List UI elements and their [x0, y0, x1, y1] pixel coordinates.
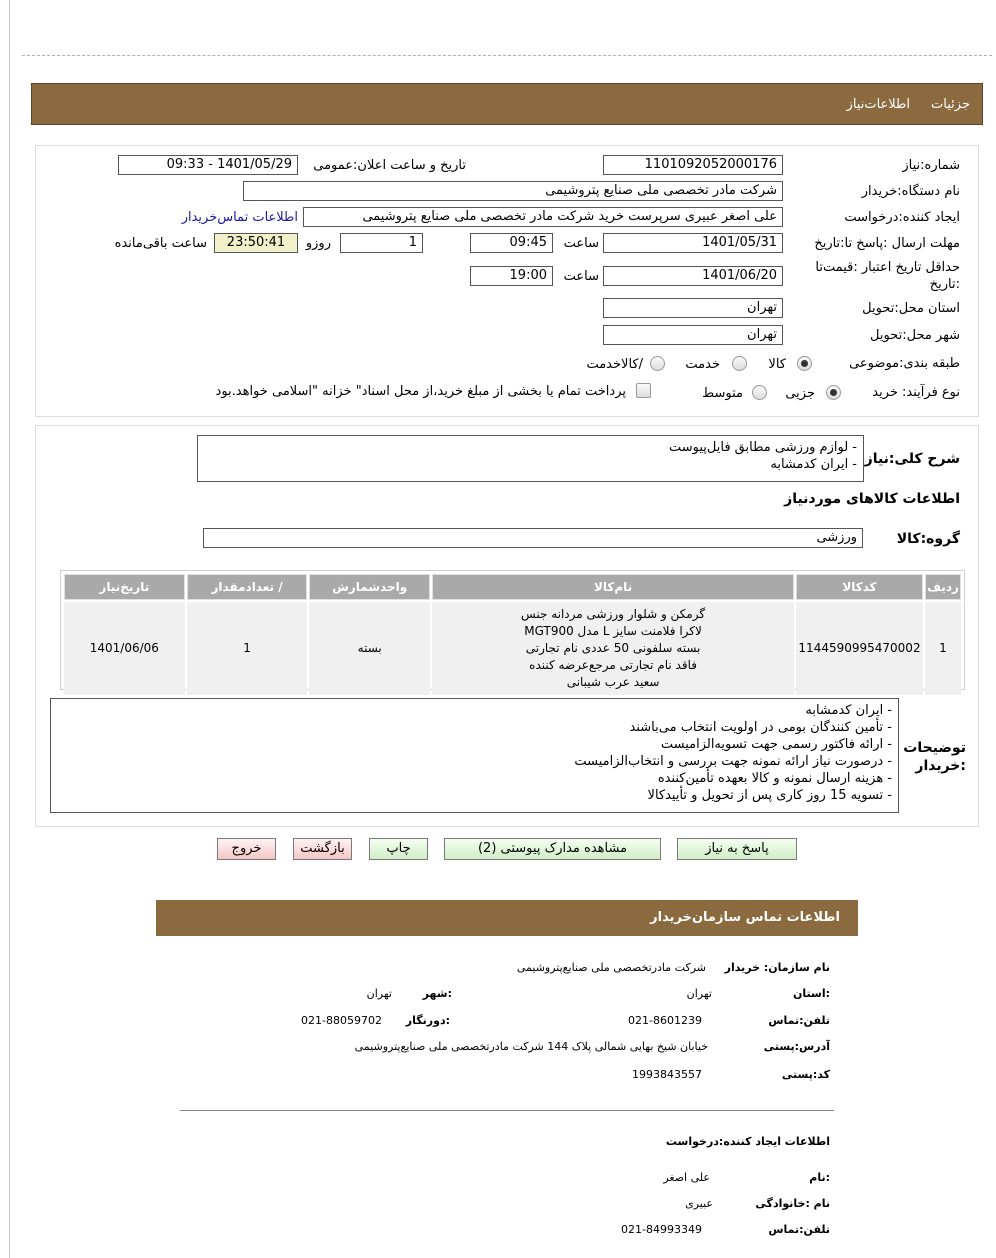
tab-details[interactable]: جزئیات — [931, 97, 970, 112]
header-date: تاریخ‌نیاز — [64, 574, 185, 600]
days-label: روزو — [305, 236, 331, 251]
buyer-note-line: - تأمین کنندگان بومی در اولویت انتخاب می‌باشند — [629, 720, 892, 735]
header-code: کدکالا — [796, 574, 923, 600]
summary-label: شرح کلی:نیاز — [864, 451, 960, 467]
remaining-time-field: 23:50:41 — [214, 233, 298, 253]
buyer-note-line: - تسویه 15 روز کاری پس از تحویل و تأییدکالا — [647, 788, 892, 803]
header-name: نام‌کالا — [432, 574, 794, 600]
creator-phone-label: تلفن:تماس — [768, 1223, 830, 1236]
creator-name-value: علی اصغر — [663, 1171, 710, 1184]
buyer-notes-box — [50, 698, 899, 813]
postal-code-value: 1993843557 — [632, 1068, 702, 1081]
exit-button[interactable]: خروج — [217, 838, 276, 860]
category-radio-both[interactable] — [650, 356, 665, 371]
attachments-button[interactable]: مشاهده مدارک پیوستی (2) — [444, 838, 661, 860]
goods-group-label: گروه:کالا — [896, 531, 960, 547]
creator-family-label: نام :خانوادگی — [755, 1197, 830, 1210]
province-info-label: :استان — [793, 987, 830, 1000]
header-bar — [31, 83, 983, 125]
goods-group-field: ورزشی — [203, 528, 863, 548]
process-radio-minor[interactable] — [826, 385, 841, 400]
items-table — [62, 572, 963, 697]
summary-box — [197, 435, 864, 482]
process-option-minor: جزیی — [785, 386, 815, 401]
process-radio-medium[interactable] — [752, 385, 767, 400]
org-label: نام سازمان: خریدار — [724, 961, 830, 974]
tab-need-info[interactable]: اطلاعات‌نیاز — [846, 97, 910, 112]
announce-label: تاریخ و ساعت اعلان:عمومی — [313, 158, 466, 173]
print-button[interactable]: چاپ — [369, 838, 428, 860]
contact-section-title: اطلاعات تماس سازمان‌خریدار — [650, 910, 840, 925]
left-border-line — [9, 0, 10, 1258]
city-info-label: :شهر — [422, 987, 452, 1000]
cell-code: 1144590995470002 — [796, 602, 923, 695]
need-number-field: 1101092052000176 — [603, 155, 783, 175]
category-option-service: خدمت — [685, 357, 720, 372]
cell-name-line: لاکرا فلامنت سایز L مدل MGT900 — [524, 624, 702, 638]
deadline-time-label: ساعت — [563, 236, 599, 251]
address-label: آدرس:پستی — [763, 1040, 830, 1053]
cell-name-line: فاقد نام تجارتی مرجع‌عرضه کننده — [529, 658, 697, 672]
cell-name — [432, 602, 794, 695]
treasury-payment-checkbox[interactable] — [636, 383, 651, 398]
deadline-time-field: 09:45 — [470, 233, 553, 253]
goods-info-title: اطلاعات کالاهای موردنیاز — [784, 491, 960, 507]
cell-name-line: گرمکن و شلوار ورزشی مردانه جنس — [521, 607, 706, 621]
validity-label-1: حداقل تاریخ اعتبار :قیمت‌تا — [815, 260, 960, 275]
city-label: شهر محل:تحویل — [870, 328, 960, 343]
validity-time-field: 19:00 — [470, 266, 553, 286]
category-option-goods: کالا — [768, 357, 786, 372]
province-field: تهران — [603, 298, 783, 318]
deadline-date-field: 1401/05/31 — [603, 233, 783, 253]
process-label: نوع فرآیند: خرید — [872, 385, 960, 400]
province-label: استان محل:تحویل — [862, 301, 960, 316]
back-button[interactable]: بازگشت — [293, 838, 352, 860]
cell-date: 1401/06/06 — [64, 602, 185, 695]
address-value: خیابان شیخ بهایی شمالی پلاک 144 شرکت مادرتخصصی ملی صنایع‌پتروشیمی — [354, 1040, 708, 1053]
contact-section-bar — [156, 900, 858, 936]
days-field: 1 — [340, 233, 423, 253]
category-option-both: /کالاخدمت — [586, 357, 643, 372]
remaining-label: ساعت باقی‌مانده — [114, 236, 207, 251]
validity-date-field: 1401/06/20 — [603, 266, 783, 286]
fax-label: :دورنگار — [405, 1014, 450, 1027]
process-option-medium: متوسط — [702, 386, 743, 401]
buyer-notes-label-2: :خریدار — [915, 758, 966, 774]
creator-info-title: اطلاعات ایجاد کننده:درخواست — [665, 1135, 830, 1148]
cell-row-number: 1 — [925, 602, 961, 695]
payment-note: پرداخت تمام یا بخشی از مبلغ خرید،از محل اسناد" خزانه "اسلامی خواهد.بود — [215, 384, 626, 399]
fax-value: 021-88059702 — [301, 1014, 382, 1027]
cell-name-line: سعید عرب شیبانی — [566, 675, 660, 689]
phone-label: تلفن:تماس — [768, 1014, 830, 1027]
buyer-note-line: - ارائه فاکتور رسمی جهت تسویه‌الزامیست — [660, 737, 892, 752]
header-qty: / تعدادمقدار — [187, 574, 308, 600]
buyer-org-field: شرکت مادر تخصصی ملی صنایع پتروشیمی — [243, 181, 783, 201]
cell-qty: 1 — [187, 602, 308, 695]
buyer-contact-link[interactable]: اطلاعات تماس‌خریدار — [181, 210, 298, 225]
postal-code-label: کد:پستی — [781, 1068, 830, 1081]
requester-field: علی اصغر عبیری سرپرست خرید شرکت مادر تخصصی ملی صنایع پتروشیمی — [303, 207, 783, 227]
buyer-note-line: - هزینه ارسال نمونه و کالا بعهده تأمین‌کننده — [657, 771, 892, 786]
header-unit: واحدشمارش — [309, 574, 430, 600]
category-radio-goods[interactable] — [797, 356, 812, 371]
summary-line: - ایران کدمشابه — [770, 457, 857, 472]
header-row-number: ردیف — [925, 574, 961, 600]
reply-button[interactable]: پاسخ به نیاز — [677, 838, 797, 860]
creator-family-value: عبیری — [685, 1197, 713, 1210]
category-label: طبقه بندی:موضوعی — [849, 356, 960, 371]
buyer-note-line: - ایران کدمشابه — [805, 703, 892, 718]
cell-unit: بسته — [309, 602, 430, 695]
table-row — [64, 602, 961, 695]
category-radio-service[interactable] — [732, 356, 747, 371]
org-value: شرکت مادرتخصصی ملی صنایع‌پتروشیمی — [516, 961, 706, 974]
buyer-org-label: نام دستگاه:خریدار — [861, 184, 960, 199]
buyer-note-line: - درصورت نیاز ارائه نمونه جهت بررسی و انتخاب‌الزامیست — [574, 754, 892, 769]
contact-divider — [180, 1110, 834, 1111]
city-field: تهران — [603, 325, 783, 345]
creator-phone-value: 021-84993349 — [621, 1223, 702, 1236]
buyer-notes-label-1: توضیحات — [903, 740, 966, 756]
validity-time-label: ساعت — [563, 269, 599, 284]
phone-value: 021-8601239 — [628, 1014, 702, 1027]
deadline-label: مهلت ارسال :پاسخ تا:تاریخ — [814, 236, 960, 251]
announce-field: 1401/05/29 - 09:33 — [118, 155, 298, 175]
creator-name-label: :نام — [809, 1171, 830, 1184]
requester-label: ایجاد کننده:درخواست — [844, 210, 960, 225]
cell-name-line: بسته سلفونی 50 عددی نام تجارتی — [525, 641, 701, 655]
summary-line: - لوازم ورزشی مطابق فایل‌پیوست — [669, 440, 857, 455]
need-number-label: شماره:نیاز — [902, 158, 960, 173]
city-info-value: تهران — [366, 987, 392, 1000]
validity-label-2: :تاریخ — [929, 277, 960, 292]
dotted-separator — [22, 55, 992, 56]
province-info-value: تهران — [686, 987, 712, 1000]
